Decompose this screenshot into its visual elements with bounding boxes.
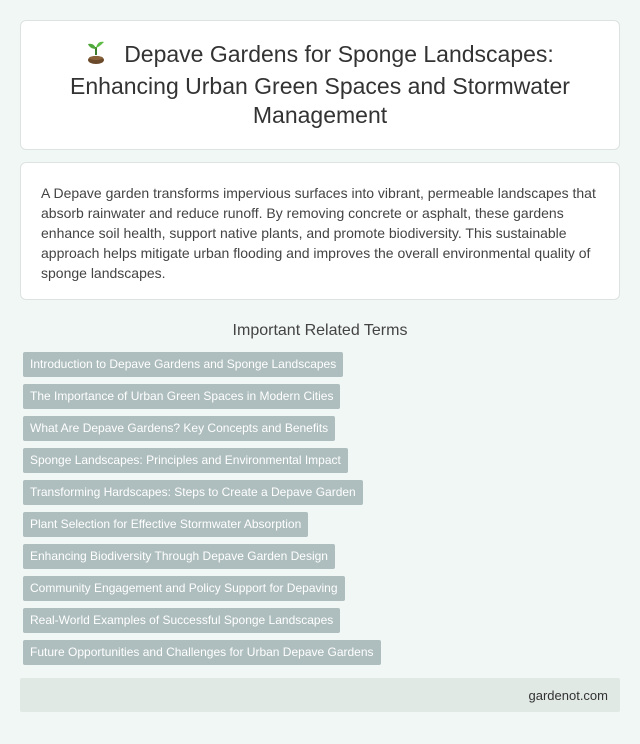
term-chip[interactable]: Introduction to Depave Gardens and Sponge Landscapes — [23, 352, 343, 377]
term-chip[interactable]: Future Opportunities and Challenges for Urban Depave Gardens — [23, 640, 381, 665]
intro-text: A Depave garden transforms impervious surfaces into vibrant, permeable landscapes that absorb rainwater and reduce runoff. By removing concrete or asphalt, these gardens enhance soil health, support native plants, and promote biodiversity. This sustainable approach helps mitigate urban flooding and improves the overall environmental quality of sponge landscapes. — [41, 185, 596, 281]
related-terms-heading: Important Related Terms — [232, 322, 408, 339]
list-item — [23, 512, 620, 537]
term-chip[interactable]: Community Engagement and Policy Support for Depaving — [23, 576, 345, 601]
list-item — [23, 576, 620, 601]
list-item — [23, 352, 620, 377]
term-chip[interactable]: What Are Depave Gardens? Key Concepts and Benefits — [23, 416, 335, 441]
list-item — [23, 608, 620, 633]
list-item — [23, 640, 620, 665]
list-item — [23, 384, 620, 409]
list-item — [23, 416, 620, 441]
term-chip[interactable]: Enhancing Biodiversity Through Depave Garden Design — [23, 544, 335, 569]
list-item — [23, 448, 620, 473]
list-item — [23, 480, 620, 505]
page-title-text: Depave Gardens for Sponge Landscapes: Enhancing Urban Green Spaces and Stormwater Management — [70, 41, 570, 128]
term-chip[interactable]: Real-World Examples of Successful Sponge Landscapes — [23, 608, 340, 633]
intro-card — [20, 162, 620, 300]
term-chip[interactable]: The Importance of Urban Green Spaces in Modern Cities — [23, 384, 340, 409]
list-item — [23, 544, 620, 569]
sprout-icon — [86, 41, 106, 72]
title-card — [20, 20, 620, 150]
footer — [20, 678, 620, 712]
footer-site-link[interactable]: gardenot.com — [528, 687, 608, 703]
term-chip[interactable]: Sponge Landscapes: Principles and Environmental Impact — [23, 448, 348, 473]
term-chip[interactable]: Plant Selection for Effective Stormwater Absorption — [23, 512, 308, 537]
page-title — [51, 40, 589, 130]
related-terms-list — [20, 352, 620, 665]
term-chip[interactable]: Transforming Hardscapes: Steps to Create a Depave Garden — [23, 480, 363, 505]
